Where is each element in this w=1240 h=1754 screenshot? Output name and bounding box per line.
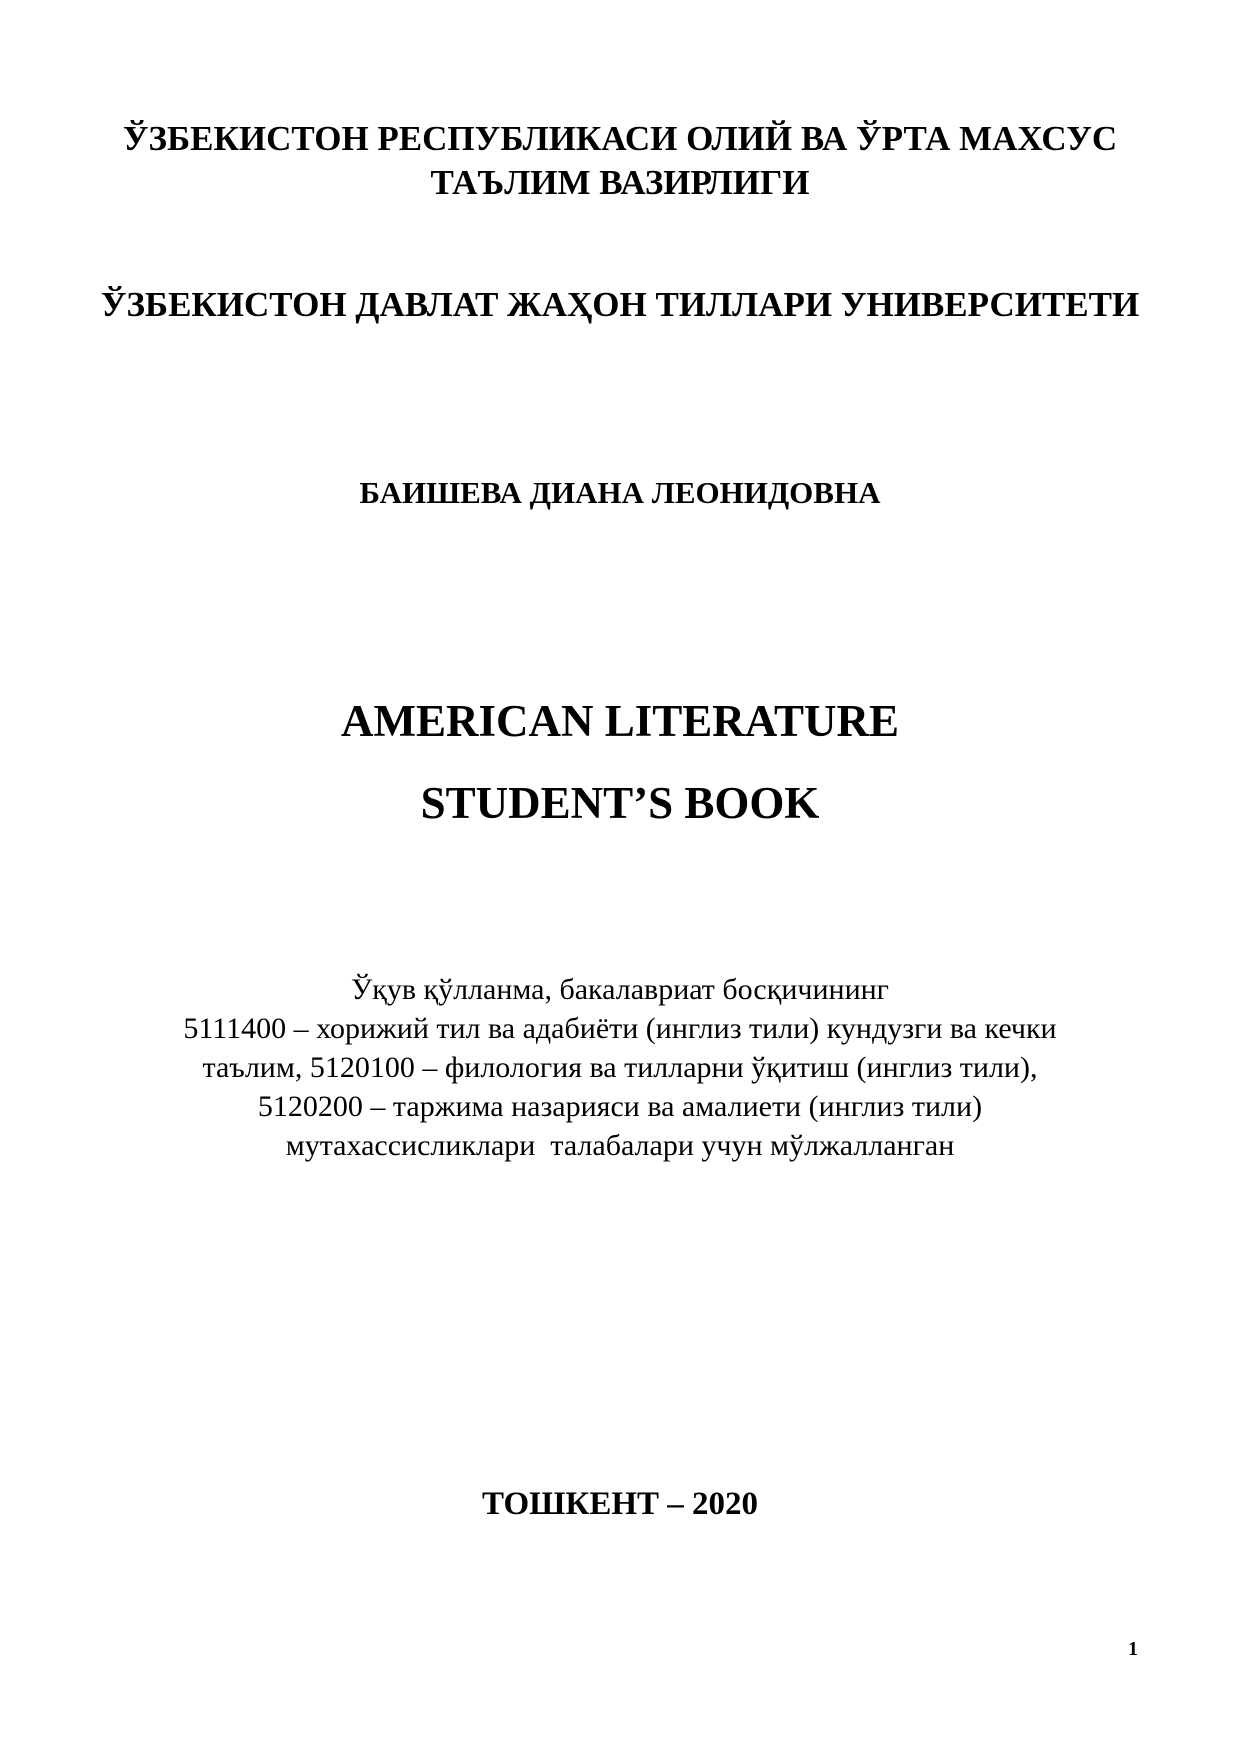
- city-year: [0, 1483, 1240, 1525]
- university-heading: [0, 283, 1240, 327]
- description-line-5: мутахассисликлари талабалари учун мўлжалланган: [285, 1129, 955, 1162]
- ministry-line-1: ЎЗБЕКИСТОН РЕСПУБЛИКАСИ ОЛИЙ ВА ЎРТА МАХСУС: [122, 119, 1118, 158]
- ministry-line-2: ТАЪЛИМ ВАЗИРЛИГИ: [430, 163, 810, 202]
- book-description: [0, 970, 1240, 1165]
- description-line-3: таълим, 5120100 – филология ва тилларни ўқитиш (инглиз тили),: [202, 1051, 1038, 1084]
- author-name: [0, 473, 1240, 513]
- city-year-text: ТОШКЕНТ – 2020: [481, 1486, 759, 1522]
- ministry-heading: [0, 117, 1240, 205]
- description-line-2: 5111400 – хорижий тил ва адабиёти (инглиз тили) кундузги ва кечки: [183, 1012, 1057, 1045]
- description-line-1: Ўқув қўлланма, бакалавриат босқичининг: [351, 973, 889, 1006]
- book-title: [0, 680, 1240, 844]
- page-number: 1: [1128, 1638, 1138, 1660]
- description-line-4: 5120200 – таржима назарияси ва амалиети (инглиз тили): [257, 1090, 983, 1123]
- university-name: ЎЗБЕКИСТОН ДАВЛАТ ЖАҲОН ТИЛЛАРИ УНИВЕРСИТЕТИ: [100, 285, 1140, 324]
- book-title-line-1: AMERICAN LITERATURE: [341, 696, 899, 746]
- author-name-text: БАИШЕВА ДИАНА ЛЕОНИДОВНА: [359, 475, 881, 510]
- book-title-line-2: STUDENT’S BOOK: [420, 778, 820, 828]
